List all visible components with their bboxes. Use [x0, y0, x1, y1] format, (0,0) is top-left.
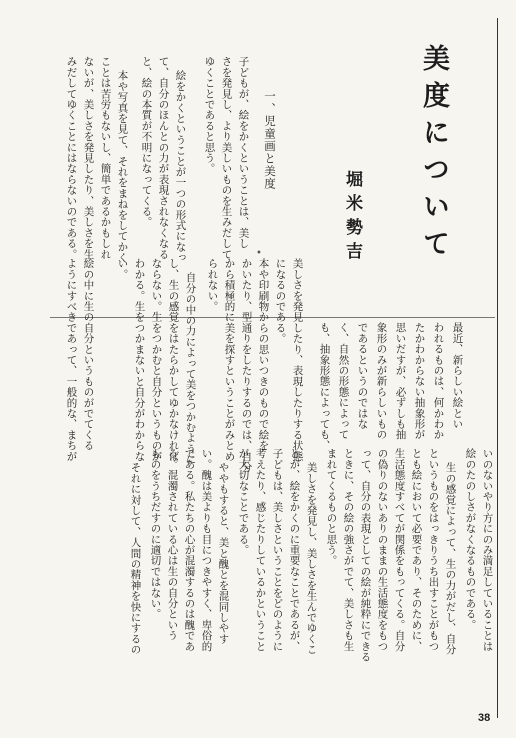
text-column: たかわからない抽象形が	[413, 322, 426, 440]
text-column: 美しさを発見したり、表現したりする状態	[291, 258, 304, 462]
text-column: みだしてゆくことにはならないのである。	[65, 56, 78, 260]
text-column: 自分の中の力によって美をつかむように	[184, 272, 197, 465]
text-column: の偽りのないありのままの生活態度をもつ	[376, 448, 389, 652]
author-name: 堀米勢吉	[342, 170, 362, 266]
text-column: 絵をかくということが一つの形式になっ	[174, 70, 187, 263]
text-column: 子どもが、絵をかくということは、美し	[237, 56, 250, 249]
text-column: ややもすると、美と醜とを混同しやす	[217, 462, 230, 644]
text-column: られない。	[206, 258, 219, 312]
text-column: く、自然の形態によって	[337, 322, 350, 440]
text-column: というものをはっきりうち出すことがもつ	[427, 448, 440, 652]
text-column: さを発見し、より美しいものを生みだして	[220, 56, 233, 260]
text-column: であるというのではな	[356, 322, 369, 429]
text-column: ことは苦労もないし、簡単であるかもしれ	[99, 56, 112, 260]
text-column: とも絵において必要であり、そのために、	[410, 448, 423, 652]
text-column: である。私たちの心が混濁するのは醜であ	[183, 448, 196, 652]
text-column: ものをうちだすのに適切ではない。	[149, 448, 162, 620]
text-column: て、自分のほんとの力が表現されなくなる	[157, 56, 170, 260]
text-column: かいたり、型通りをしたりするのでは、自分	[240, 258, 253, 472]
text-column: し、生の感覚をはたらかしてゆかなければ	[167, 258, 180, 462]
text-column: 絵のたのしさがなくなるものである。	[464, 448, 477, 630]
article-title: 美度について	[418, 44, 449, 266]
text-column: 最近、新らしい絵とい	[451, 322, 464, 429]
text-column: 生の感覚によって、生の力がだし、自分	[444, 462, 457, 655]
page-number: 38	[478, 712, 491, 724]
text-column: 思いだすが、必ずしも抽	[394, 322, 407, 440]
text-column: から積極的に美を探すということがみとめ	[223, 258, 236, 462]
text-column: ようにすべきであって、一般的な、まちが	[65, 258, 78, 462]
text-column: ないが、美しさを発見したり、美しさを生	[82, 56, 95, 260]
text-column: とが、絵をかくのに重要なことであるが、	[288, 448, 301, 652]
text-column: 象形のみが新らしいもの	[375, 322, 388, 440]
text-column: って、自分の表現としての絵が純粋にできる	[359, 448, 372, 662]
text-column: それに対して、人間の精神を快にするの	[129, 462, 142, 655]
paragraph-mark-icon: •	[256, 248, 262, 259]
text-column: も、抽象形態によっても、	[318, 322, 331, 451]
text-column: 生活態度すべてが関係をもってくる。自分	[393, 448, 406, 652]
text-column: になるのである。	[274, 258, 287, 344]
text-column: 子どもは、美しさということをどのように	[271, 448, 284, 652]
text-column: ときに、その絵の強さがでて、美しさも生	[342, 448, 355, 652]
text-column: と、絵の本質が不明になってくる。	[140, 56, 153, 228]
text-column: いのないやり方にのみ満足していることは	[481, 448, 494, 652]
text-column: わかる。生をつかまないと自分がわからな	[133, 258, 146, 462]
right-border-line	[497, 18, 498, 718]
text-column: い。	[116, 258, 129, 280]
section-heading: 一、児童画と美度	[263, 90, 277, 190]
text-column: 絵の中に生の自分というものがでてくる	[82, 258, 95, 451]
text-column: 美しさを発見し、美しさを生んでゆくこ	[305, 462, 318, 655]
text-column: 考えたり、感じたりしているかということ	[254, 448, 267, 652]
text-column: 本や印刷物からの思いつきのもので絵を	[257, 258, 270, 451]
text-column: る。混濁されている心は生の自分という	[166, 448, 179, 641]
text-column: い。醜は美よりも目につきやすく、卑俗的	[200, 448, 213, 652]
text-column: まれてくるものと思う。	[325, 448, 338, 566]
text-column: われるものは、何かわか	[432, 322, 445, 440]
text-column: が大切なことである。	[237, 448, 250, 555]
text-column: 本や写真を見て、それをまねをしてかく	[116, 70, 129, 263]
text-column: ゆくことであると思う。	[203, 56, 216, 174]
text-column: ならない。生をつかむと自分というものが	[150, 258, 163, 462]
